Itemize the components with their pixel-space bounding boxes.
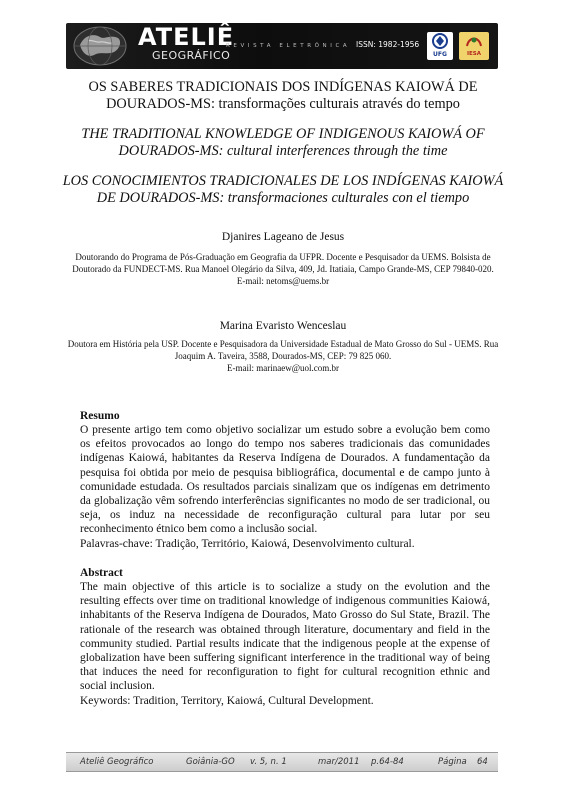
resumo-section bbox=[80, 423, 490, 551]
iesa-logo bbox=[459, 32, 489, 60]
author-1-email: E-mail: netoms@uems.br bbox=[236, 276, 330, 286]
journal-logo-title: ATELIÊ bbox=[138, 23, 235, 51]
iesa-emblem-icon bbox=[459, 32, 489, 50]
abstract-section bbox=[80, 580, 490, 708]
abstract-body: The main objective of this article is to socialize a study on the evolution and the resulting effects over time on traditional knowledge of indigenous communities Kaiowá, inhabitants of the Reserva Indígena de Dourados, Mato Grosso do Sul State, Brazil. The rationale of the research was obtained through literature, documentary and field in the community studied. Partial results indicate that the indigenous people at the expense of globalization have been suffering significant interference in the traditional way of being that induces the need for reconfiguration to fight for cultural recognition ethnic and social inclusion. bbox=[80, 581, 490, 693]
ufg-emblem-icon bbox=[427, 32, 453, 50]
footer-page-label: Página bbox=[438, 757, 467, 767]
footer-city: Goiânia-GO bbox=[186, 757, 235, 767]
resumo-heading: Resumo bbox=[80, 410, 120, 422]
abstract-keywords: Keywords: Tradition, Territory, Kaiowá, Cultural Development. bbox=[80, 694, 374, 707]
author-1-affiliation-block bbox=[60, 251, 506, 287]
author-1-affiliation: Doutorando do Programa de Pós-Graduação em Geografia da UFPR. Docente e Pesquisador da UEMS. Bolsista de Doutorado da FUNDECT-MS. Rua Manoel Olegário da Silva, 409, Jd. Itatiaia, Campo Grande-MS, CEP 79840-020. bbox=[72, 252, 494, 274]
footer-date: mar/2011 bbox=[318, 757, 360, 767]
author-2-affiliation: Doutora em História pela USP. Docente e Pesquisadora da Universidade Estadual de Mato Grosso do Sul - UEMS. Rua Joaquim A. Taveira, 3588, Dourados-MS, CEP: 79 825 060. bbox=[67, 339, 499, 361]
ufg-logo-text: UFG bbox=[433, 51, 447, 58]
footer-volume: v. 5, n. 1 bbox=[250, 757, 287, 767]
author-2-email: E-mail: marinaew@uol.com.br bbox=[226, 363, 339, 373]
globe-logo-icon bbox=[70, 25, 136, 67]
resumo-body: O presente artigo tem como objetivo socializar um estudo sobre a evolução bem como os efeitos provocados ao longo do tempo nos saberes tradicionais das comunidades indígenas Kaiowá, habitantes da Reserva Indígena de Dourados. A fundamentação da pesquisa foi obtida por meio de pesquisa bibliográfica, documental e de campo junto à comunidade estudada. Os resultados parciais sinalizam que os indígenas em detrimento da globalização vêm sofrendo interferências significantes no modo de ser tradicional, ou seja, os induz na necessidade de reconfiguração cultural para lutar por seu reconhecimento étnico bem como a inclusão social. bbox=[80, 424, 490, 536]
resumo-keywords: Palavras-chave: Tradição, Território, Kaiowá, Desenvolvimento cultural. bbox=[80, 537, 415, 550]
iesa-logo-text: IESA bbox=[466, 51, 482, 57]
footer-journal-name: Ateliê Geográfico bbox=[80, 757, 154, 767]
footer-page-number: 64 bbox=[477, 757, 488, 767]
author-1-name: Djanires Lageano de Jesus bbox=[221, 231, 345, 243]
title-spanish: LOS CONOCIMIENTOS TRADICIONALES DE LOS INDÍGENAS KAIOWÁ DE DOURADOS-MS: transformaciones culturales con el tiempo bbox=[62, 173, 504, 206]
title-english: THE TRADITIONAL KNOWLEDGE OF INDIGENOUS KAIOWÁ OF DOURADOS-MS: cultural interferences through the time bbox=[81, 126, 485, 159]
author-2-affiliation-block bbox=[60, 338, 506, 374]
journal-footer-bar bbox=[66, 752, 498, 772]
title-portuguese: OS SABERES TRADICIONAIS DOS INDÍGENAS KAIOWÁ DE DOURADOS-MS: transformações culturais através do tempo bbox=[88, 79, 478, 112]
journal-logo-subtitle: GEOGRÁFICO bbox=[152, 49, 231, 62]
journal-tagline: REVISTA ELETRÔNICA bbox=[226, 43, 351, 49]
footer-pages: p.64-84 bbox=[371, 757, 404, 767]
issn-label: ISSN: 1982-1956 bbox=[356, 40, 420, 49]
abstract-heading: Abstract bbox=[80, 567, 123, 579]
journal-header-banner bbox=[66, 23, 498, 69]
author-2-name: Marina Evaristo Wenceslau bbox=[219, 320, 347, 332]
ufg-logo bbox=[427, 32, 453, 60]
